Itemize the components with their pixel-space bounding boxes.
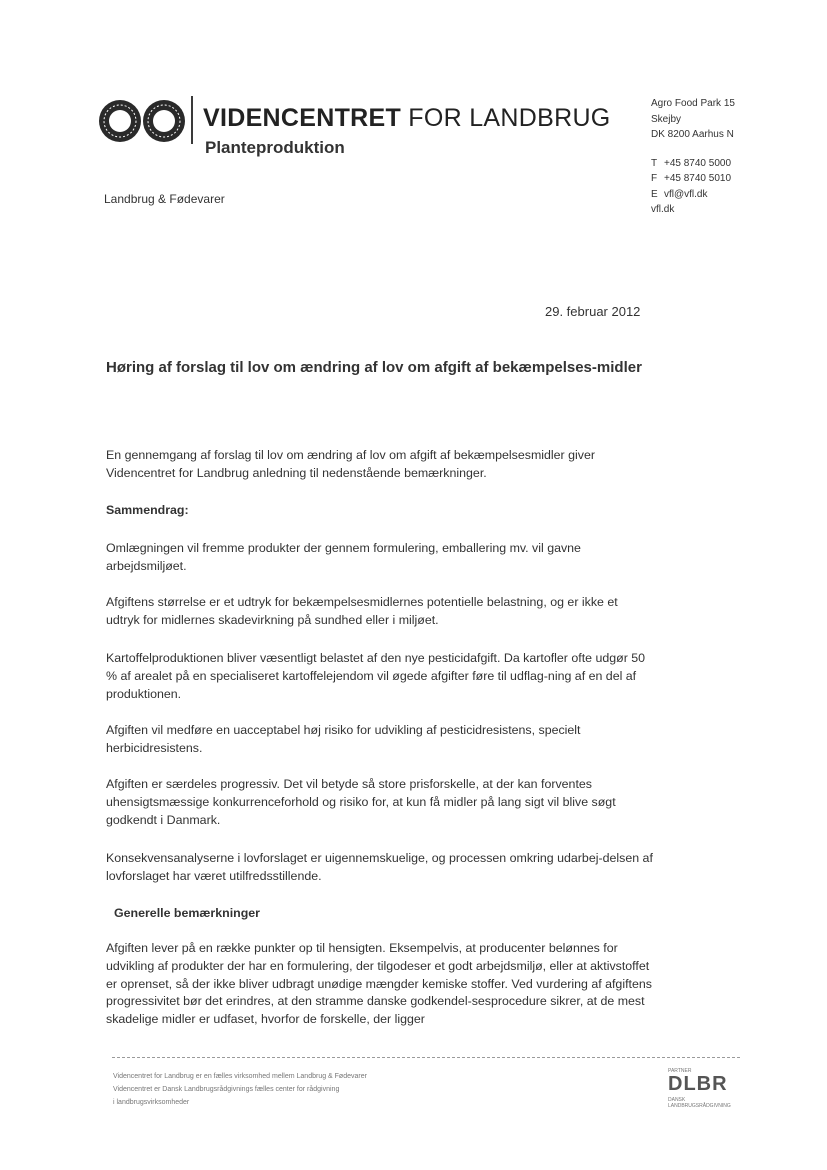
address-line-3: DK 8200 Aarhus N: [651, 129, 734, 140]
brand-subtitle: Planteproduktion: [205, 138, 345, 157]
department-name: Landbrug & Fødevarer: [104, 192, 225, 206]
phone-number: +45 8740 5000: [664, 157, 732, 169]
summary-paragraph: Konsekvensanalyserne i lovforslaget er uigennemskuelige, og processen omkring udarbej-delsen af lovforslaget har været utilfredsstillende.: [106, 851, 653, 883]
email-label: E: [651, 188, 658, 200]
letter-date: 29. februar 2012: [545, 304, 641, 319]
brand-title: [203, 104, 611, 133]
footer-line-2: Videncentret er Dansk Landbrugsrådgivnings fælles center for rådgivning: [113, 1086, 340, 1093]
brand-divider: [191, 96, 193, 144]
footer-text: [113, 1070, 367, 1109]
address-line-2: Skejby: [651, 113, 682, 125]
footer-divider: [112, 1057, 740, 1058]
dlbr-subtitle-1: DANSK: [668, 1097, 686, 1103]
summary-paragraph: Afgiften vil medføre en uacceptabel høj risiko for udvikling af pesticidresistens, specielt herbicidresistens.: [106, 723, 581, 755]
brand-title-bold: VIDENCENTRET: [203, 104, 402, 132]
footer-line-3: i landbrugsvirksomheder: [113, 1099, 190, 1106]
summary-paragraph: Afgiften er særdeles progressiv. Det vil betyde så store prisforskelle, at der kan forventes uhensigtsmæssige konkurrenceforhold og risiko for, at kun få midler på lang sigt vil blive søgt godkendt i Danmark.: [106, 777, 616, 827]
website: vfl.dk: [651, 204, 675, 215]
brand-title-rest: FOR LANDBRUG: [401, 104, 611, 132]
address-line-1: Agro Food Park 15: [651, 98, 735, 109]
phone-line: [651, 156, 735, 172]
partner-label: PARTNER: [668, 1068, 692, 1074]
phone-label: T: [651, 157, 658, 169]
videncentret-logo-icon: [97, 96, 189, 146]
summary-paragraph: Kartoffelproduktionen bliver væsentligt belastet af den nye pesticidafgift. Da kartofler ofte udgør 50 % af arealet på en specialiseret kartoffelejendom vil øgede afgifter føre til udflag-ning af en del af produktionen.: [106, 651, 646, 701]
intro-paragraph: En gennemgang af forslag til lov om ændring af lov om afgift af bekæmpelsesmidler giver Videncentret for Landbrug anledning til nedenstående bemærkninger.: [106, 448, 595, 480]
dlbr-logo: [668, 1068, 748, 1110]
dlbr-wordmark: DLBR: [668, 1073, 728, 1095]
general-heading: Generelle bemærkninger: [114, 906, 260, 920]
footer-line-1: Videncentret for Landbrug er en fælles virksomhed mellem Landbrug & Fødevarer: [113, 1073, 367, 1080]
fax-number: +45 8740 5010: [664, 173, 732, 184]
fax-line: [651, 171, 735, 187]
general-paragraph: Afgiften lever på en række punkter op til hensigten. Eksempelvis, at producenter belønnes for udvikling af produkter der har en formulering, der tilgodeser et godt arbejdsmiljø, eller at aktivstoffet er oprenset, så der ikke bliver udbragt unødige mængder kemiske stoffer. Ved vurdering af afgiftens progressivitet bør det erindres, at den stramme danske godkendel-sesprocedure sikrer, at de mest skadelige midler er udfaset, hvorfor de forskelle, der ligger: [106, 941, 652, 1027]
dlbr-subtitle: [668, 1097, 731, 1109]
email-address: vfl@vfl.dk: [664, 188, 708, 200]
summary-paragraph: Omlægningen vil fremme produkter der gennem formulering, emballering mv. vil gavne arbejdsmiljøet.: [106, 541, 581, 573]
summary-heading: Sammendrag:: [106, 503, 189, 517]
contact-block: [651, 96, 735, 218]
fax-label: F: [651, 173, 658, 184]
dlbr-subtitle-2: LANDBRUGSRÅDGIVNING: [668, 1103, 731, 1109]
summary-paragraph: Afgiftens størrelse er et udtryk for bekæmpelsesmidlernes potentielle belastning, og er ikke et udtryk for midlernes skadevirkning på sundhed eller i miljøet.: [106, 595, 618, 627]
document-title: Høring af forslag til lov om ændring af lov om afgift af bekæmpelses-midler: [106, 359, 642, 376]
email-line: [651, 187, 735, 203]
